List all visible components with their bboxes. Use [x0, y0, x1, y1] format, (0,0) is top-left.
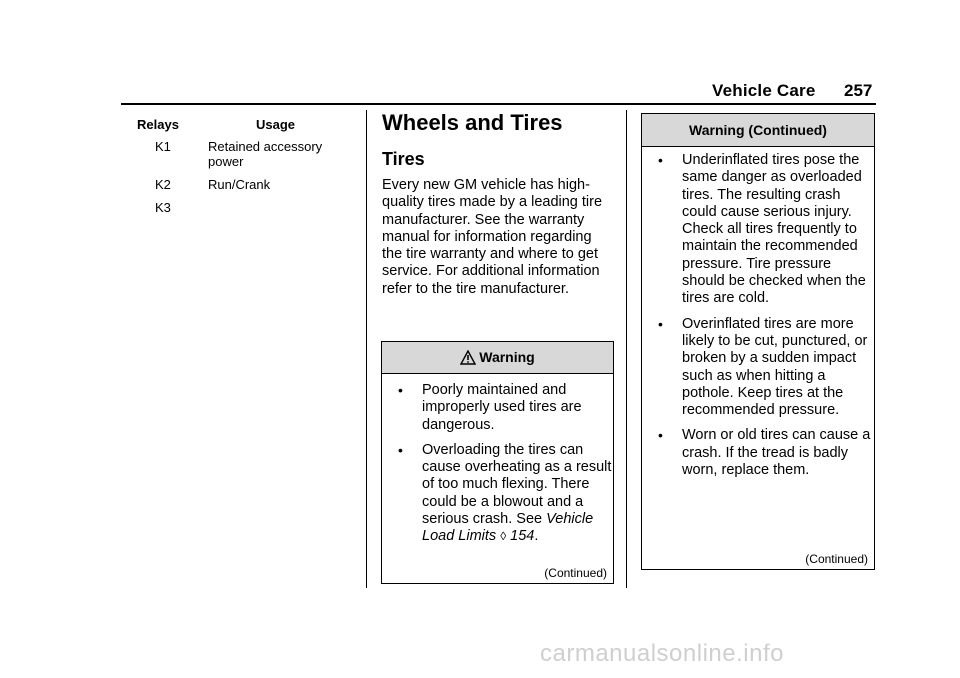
warning-bullet: • Worn or old tires can cause a crash. If the tread is badly worn, replace them. — [658, 427, 871, 479]
tires-intro-paragraph: Every new GM vehicle has high-quality tires made by a leading tire manufacturer. See the warranty manual for information regarding the tire warranty and where to get service. For additional information refer to the tire manufacturer. — [382, 177, 603, 297]
warning-bullet: • Overinflated tires are more likely to be cut, punctured, or broken by a sudden impact such as when hitting a pothole. Keep tires at the recommended pressure. — [658, 315, 881, 419]
watermark: carmanualsonline.info — [540, 640, 784, 667]
warning-header — [382, 342, 613, 374]
warning-header — [642, 114, 874, 147]
column-divider-right — [626, 110, 627, 588]
warning-triangle-icon — [460, 345, 476, 375]
page-ref-icon: ◊ — [500, 529, 507, 544]
warning-bullet: • Underinflated tires pose the same danger as overloaded tires. The resulting crash could cause serious injury. Check all tires frequently to maintain the recommended pressure. Tire pressure should be checked when the tires are cold. — [658, 152, 866, 307]
relay-id: K1 — [155, 139, 171, 154]
cross-reference-page: 154 — [510, 528, 535, 545]
usage-header: Usage — [256, 117, 296, 132]
relay-usage: Run/Crank — [208, 177, 271, 192]
warning-bullet: • Overloading the tires can cause overheating as a result of too much flexing. There could be a blowout and a serious crash. See Vehicle Load Limits ◊ 154. — [398, 441, 612, 545]
relay-id: K2 — [155, 177, 171, 192]
continued-label: (Continued) — [805, 552, 868, 566]
relays-header: Relays — [137, 117, 179, 132]
section-title: Vehicle Care — [712, 81, 816, 100]
warning-title: Warning (Continued) — [689, 122, 827, 138]
page-number: 257 — [844, 81, 873, 100]
warning-box — [381, 341, 614, 584]
column-divider-left — [366, 110, 367, 588]
cross-reference-link[interactable]: Vehicle Load Limits — [422, 511, 594, 545]
header-rule — [121, 103, 876, 105]
warning-bullet: • Poorly maintained and improperly used tires are dangerous. — [398, 382, 582, 433]
subsection-heading: Tires — [382, 149, 425, 169]
warning-title: Warning — [479, 349, 535, 365]
warning-box-continued — [641, 113, 881, 570]
relay-usage: Retained accessory power — [208, 139, 323, 169]
section-heading: Wheels and Tires — [382, 110, 563, 135]
continued-label: (Continued) — [544, 566, 607, 580]
relay-id: K3 — [155, 200, 171, 215]
